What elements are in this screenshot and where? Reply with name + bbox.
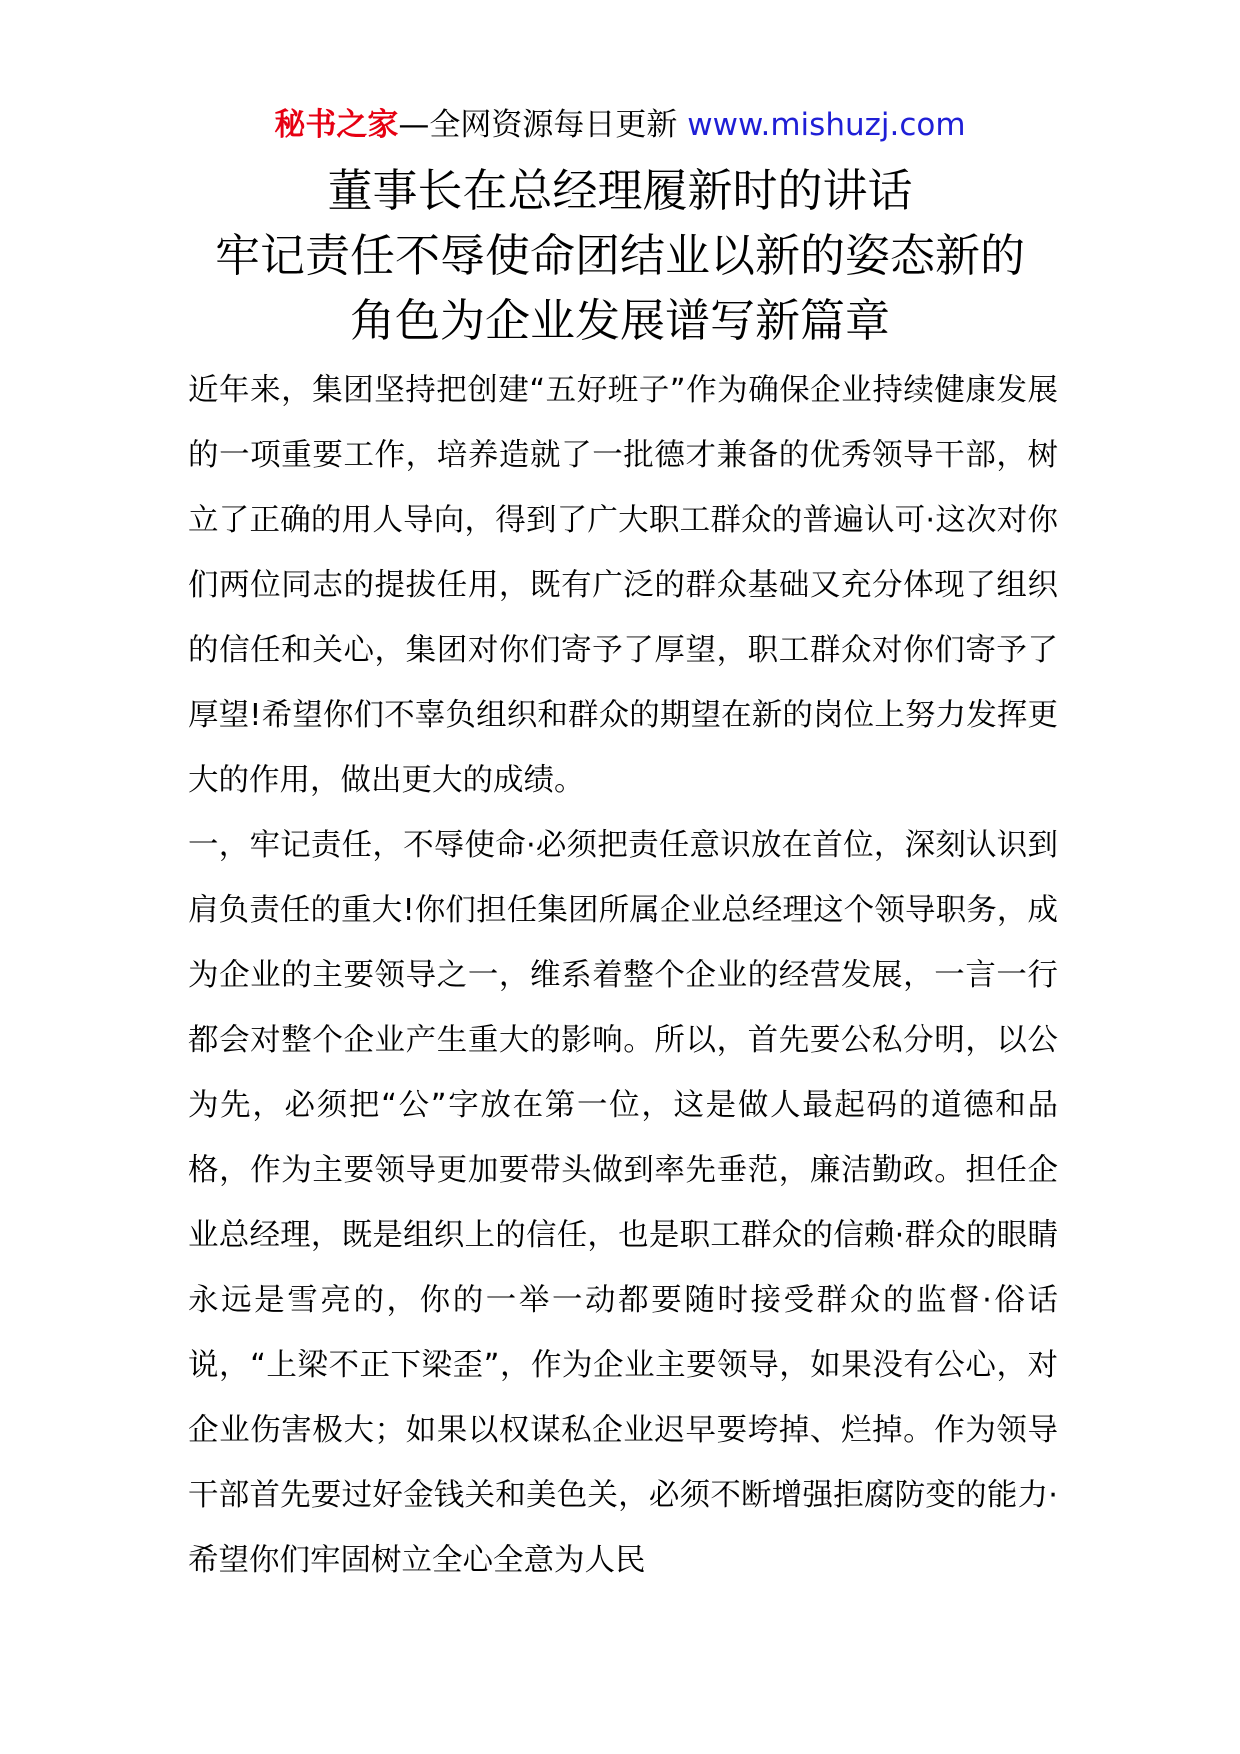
paragraph-section-1: 一，牢记责任，不辱使命·必须把责任意识放在首位，深刻认识到肩负责任的重大!你们担任集团所属企业总经理这个领导职务，成为企业的主要领导之一，维系着整个企业的经营发展，一言一行都会对整个企业产生重大的影响。所以，首先要公私分明，以公为先，必须把“公”字放在第一位，这是做人最起码的道德和品格，作为主要领导更加要带头做到率先垂范，廉洁勤政。担任企业总经理，既是组织上的信任，也是职工群众的信赖·群众的眼睛永远是雪亮的，你的一举一动都要随时接受群众的监督·俗话说，“上梁不正下梁歪”，作为企业主要领导，如果没有公心，对企业伤害极大；如果以权谋私企业迟早要垮掉、烂掉。作为领导干部首先要过好金钱关和美色关，必须不断增强拒腐防变的能力·希望你们牢固树立全心全意为人民	[188, 828, 1058, 1578]
document-title	[150, 158, 1090, 353]
document-body	[188, 358, 1058, 1593]
title-line-1: 董事长在总经理履新时的讲话	[327, 164, 913, 217]
title-line-2: 牢记责任不辱使命团结业以新的姿态新的	[214, 229, 1025, 282]
site-header	[0, 100, 1240, 150]
paragraph-intro: 近年来，集团坚持把创建“五好班子”作为确保企业持续健康发展的一项重要工作，培养造就了一批德才兼备的优秀领导干部，树立了正确的用人导向，得到了广大职工群众的普遍认可·这次对你们两位同志的提拔任用，既有广泛的群众基础又充分体现了组织的信任和关心，集团对你们寄予了厚望，职工群众对你们寄予了厚望!希望你们不辜负组织和群众的期望在新的岗位上努力发挥更大的作用，做出更大的成绩。	[188, 373, 1058, 798]
site-brand: 秘书之家	[274, 107, 399, 143]
site-tagline: —全网资源每日更新	[398, 107, 678, 143]
title-line-3: 角色为企业发展谱写新篇章	[349, 294, 890, 347]
site-url-link[interactable]: www.mishuzj.com	[687, 107, 966, 143]
